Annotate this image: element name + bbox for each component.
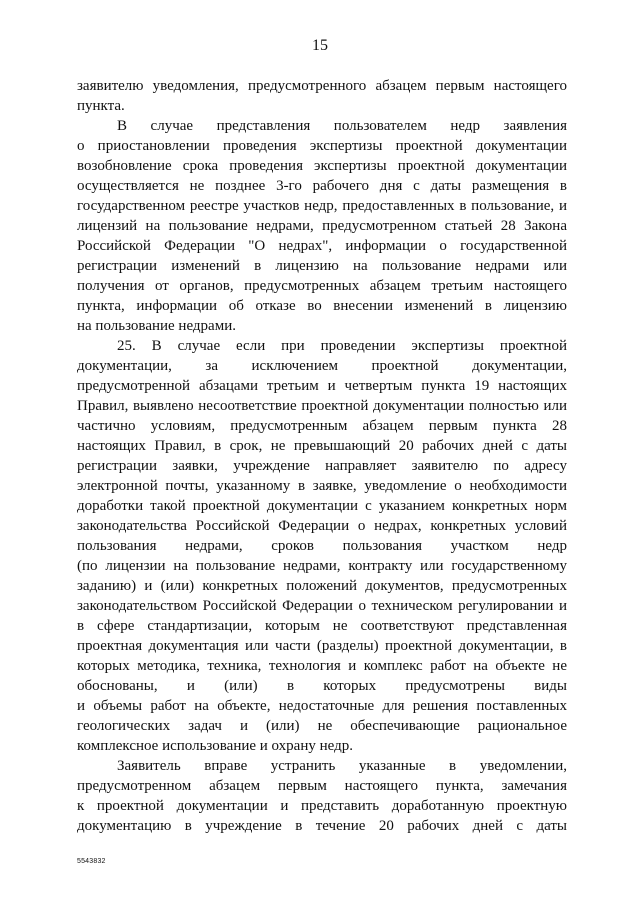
- text-line: законодательством Российской Федерации о техническом регулировании и: [77, 598, 567, 614]
- text-line: которых методика, техника, технология и комплекс работ на объекте не: [77, 658, 567, 674]
- paragraph: [77, 116, 567, 336]
- text-line: регистрации заявки, учреждение направляет заявителю по адресу: [77, 458, 567, 474]
- text-line: В случае представления пользователем недр заявления: [117, 118, 567, 134]
- text-line: возобновление срока проведения экспертизы проектной документации: [77, 158, 567, 174]
- paragraph: [77, 76, 567, 116]
- document-body: [77, 76, 567, 836]
- text-line: пункта, информации об отказе во внесении изменений в лицензию: [77, 298, 567, 314]
- text-line: получения от органов, предусмотренных абзацем третьим настоящего: [77, 278, 567, 294]
- text-line: комплексное использование и охрану недр.: [77, 738, 353, 754]
- text-line: частично условиям, предусмотренным абзацем первым пункта 28: [77, 418, 567, 434]
- text-line: предусмотренной абзацами третьим и четвертым пункта 19 настоящих: [77, 378, 567, 394]
- text-line: заданию) и (или) конкретных положений документов, предусмотренных: [77, 578, 567, 594]
- text-line: Правил, выявлено несоответствие проектной документации полностью или: [77, 398, 567, 414]
- text-line: 25. В случае если при проведении экспертизы проектной: [117, 338, 567, 354]
- text-line: геологических задач и (или) не обеспечивающие рациональное: [77, 718, 567, 734]
- text-line: государственном реестре участков недр, предоставленных в пользование, и: [77, 198, 567, 214]
- text-line: о приостановлении проведения экспертизы проектной документации: [77, 138, 567, 154]
- text-line: и объемы работ на объекте, недостаточные для решения поставленных: [77, 698, 567, 714]
- text-line: пункта.: [77, 98, 125, 114]
- text-line: обоснованы, и (или) в которых предусмотрены виды: [77, 678, 567, 694]
- text-line: Российской Федерации "О недрах", информации о государственной: [77, 238, 567, 254]
- text-line: Заявитель вправе устранить указанные в уведомлении,: [117, 758, 567, 774]
- text-line: документации, за исключением проектной документации,: [77, 358, 567, 374]
- text-line: регистрации изменений в лицензию на пользование недрами или: [77, 258, 567, 274]
- text-line: доработки такой проектной документации с указанием конкретных норм: [77, 498, 567, 514]
- text-line: к проектной документации и представить доработанную проектную: [77, 798, 567, 814]
- text-line: документацию в учреждение в течение 20 рабочих дней с даты: [77, 818, 567, 834]
- page-number: 15: [312, 37, 328, 54]
- text-line: электронной почты, указанному в заявке, уведомление о необходимости: [77, 478, 567, 494]
- text-line: осуществляется не позднее 3-го рабочего дня с даты размещения в: [77, 178, 567, 194]
- text-line: предусмотренном абзацем первым настоящего пункта, замечания: [77, 778, 567, 794]
- text-line: (по лицензии на пользование недрами, контракту или государственному: [77, 558, 567, 574]
- text-line: законодательства Российской Федерации о недрах, конкретных условий: [77, 518, 567, 534]
- text-line: пользования недрами, сроков пользования участком недр: [77, 538, 567, 554]
- paragraph: [77, 756, 567, 836]
- paragraph: [77, 336, 567, 756]
- text-line: настоящих Правил, в срок, не превышающий 20 рабочих дней с даты: [77, 438, 567, 454]
- document-code: 5543832: [77, 858, 106, 865]
- text-line: проектная документация или части (разделы) проектной документации, в: [77, 638, 567, 654]
- text-line: в сфере стандартизации, которым не соответствуют представленная: [77, 618, 567, 634]
- text-line: лицензий на пользование недрами, предусмотренном статьей 28 Закона: [77, 218, 567, 234]
- text-line: заявителю уведомления, предусмотренного абзацем первым настоящего: [77, 78, 567, 94]
- text-line: на пользование недрами.: [77, 318, 236, 334]
